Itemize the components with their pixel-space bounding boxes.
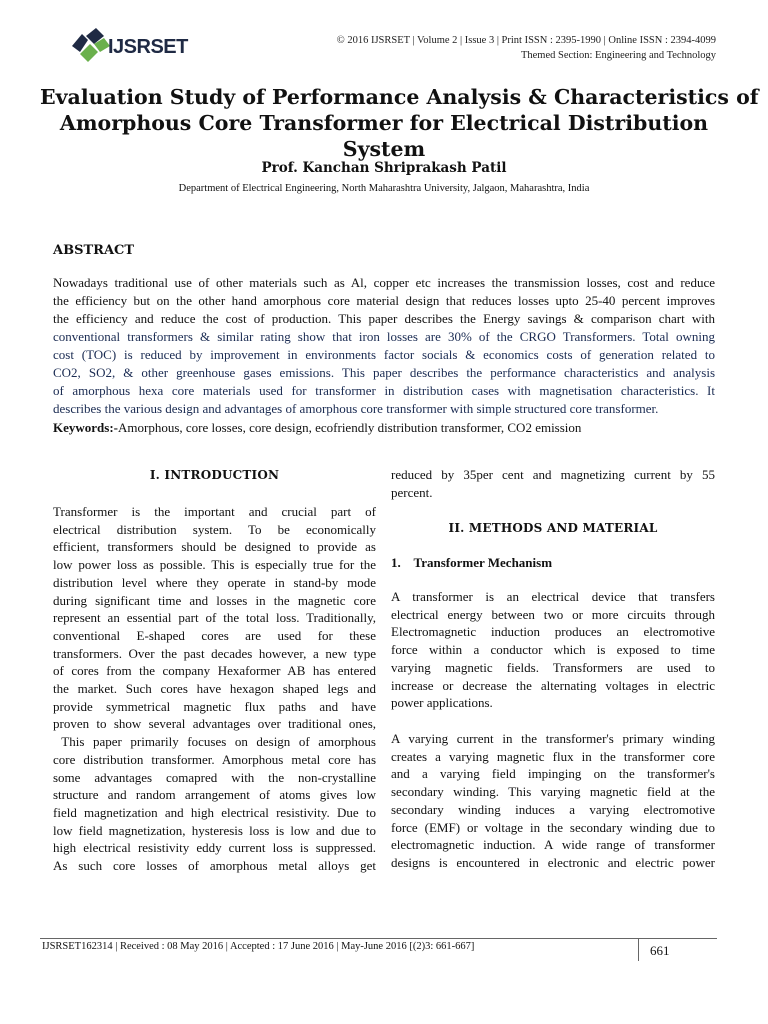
- text-line: force within a conductor which is exposed to time: [391, 642, 715, 658]
- logo-mark-icon: [68, 24, 112, 68]
- mechanism-paragraph-2: [391, 730, 715, 872]
- text-line: and a varying field impinging on the transformer's: [391, 766, 715, 782]
- text-line: reduced by 35per cent and magnetizing current by 55: [391, 467, 715, 482]
- text-line: electrical energy between two or more circuits through: [391, 606, 715, 622]
- title-line: Amorphous Core Transformer for Electrical Distribution: [59, 111, 709, 135]
- text-line: percent.: [391, 484, 433, 500]
- abstract-line: the efficiency and reduce the cost of production. This paper describes the Energy savings & comparison chart with: [53, 311, 715, 326]
- text-line: electromagnetic induction. A wide range of transformer: [391, 837, 715, 853]
- text-line: during significant time and losses in the magnetic core: [53, 592, 376, 608]
- text-line: field magnetization and high electrical resistivity. Due to: [53, 804, 376, 820]
- text-line: transformers. Over the past decades however, a new type: [53, 645, 376, 661]
- title-line: Evaluation Study of Performance Analysis & Characteristics of: [40, 85, 759, 109]
- journal-info: © 2016 IJSRSET | Volume 2 | Issue 3 | Print ISSN : 2395-1990 | Online ISSN : 2394-4099: [336, 35, 716, 46]
- author-name: Prof. Kanchan Shriprakash Patil: [261, 160, 507, 176]
- text-line: core distribution transformer. Amorphous metal core has: [53, 751, 376, 767]
- text-line: force (EMF) or voltage in the secondary winding due to: [391, 819, 715, 835]
- text-line: provide symmetrical magnetic flux paths and have: [53, 698, 376, 714]
- text-line: of cores from the company Hexaformer AB has entered: [53, 663, 376, 679]
- text-line: designs is encountered in electronic and electric power: [391, 854, 715, 870]
- text-line: some advantages comapred with the non-crystalline: [53, 769, 376, 785]
- abstract-body: [53, 274, 715, 437]
- text-line: efficient, transformers should be designed to provide as: [53, 539, 376, 555]
- text-line: structure and random arrangement of atoms gives low: [53, 787, 376, 803]
- themed-section: Themed Section: Engineering and Technology: [520, 50, 716, 61]
- page-number: 661: [650, 943, 670, 958]
- text-line: low field magnetization, hysteresis loss is low and due to: [53, 822, 376, 838]
- paper-title: [40, 84, 759, 162]
- text-line: A varying current in the transformer's primary winding: [391, 731, 715, 746]
- introduction-continued: [391, 466, 715, 501]
- text-line: creates a varying magnetic flux in the transformer core: [391, 748, 715, 764]
- text-line: secondary winding induces a varying electromotive: [391, 801, 715, 817]
- text-line: low power loss as possible. This is especially true for the: [53, 557, 376, 573]
- text-line: represent an essential part of the total loss. Traditionally,: [53, 610, 376, 626]
- author-affiliation: Department of Electrical Engineering, North Maharashtra University, Jalgaon, Maharashtra, India: [178, 183, 590, 194]
- mechanism-paragraph-1: [391, 588, 715, 712]
- keywords: [53, 419, 715, 437]
- keywords-label: Keywords:-: [53, 420, 118, 435]
- abstract-line: cost (TOC) is reduced by improvement in environments factor socials & economics costs of generation related to: [53, 347, 715, 362]
- text-line: As such core losses of amorphous metal alloys get: [53, 858, 376, 874]
- title-line: System: [342, 137, 426, 161]
- journal-logo: [68, 24, 190, 70]
- abstract-line: of amorphous hexa core materials used for transformer in distribution cases with magnetisation characteristics. It: [53, 383, 715, 398]
- footer-citation: IJSRSET162314 | Received : 08 May 2016 | Accepted : 17 June 2016 | May-June 2016 [(2)3: 661-667]: [42, 941, 475, 952]
- text-line: increase or decrease the alternating voltages in electric: [391, 677, 715, 693]
- introduction-body: [53, 503, 376, 875]
- text-line: This paper primarily focuses on design of amorphous: [53, 734, 376, 750]
- text-line: proven to show several advantages over traditional ones,: [53, 716, 376, 732]
- abstract-line: CO2, SO2, & other greenhouse gases emissions. This paper describes the performance characteristics and analysis: [53, 365, 715, 380]
- keywords-text: Amorphous, core losses, core design, ecofriendly distribution transformer, CO2 emission: [118, 420, 582, 435]
- text-line: distribution level where they operate in stand-by mode: [53, 574, 376, 590]
- text-line: electrical distribution system. To be economically: [53, 521, 376, 537]
- text-line: power applications.: [391, 695, 493, 711]
- abstract-line: describes the various design and advantages of amorphous core transformer with simple structured core transformer.: [53, 401, 659, 416]
- section-heading-methods: II. METHODS AND MATERIAL: [448, 521, 658, 535]
- text-line: secondary winding. This varying magnetic field at the: [391, 784, 715, 800]
- abstract-line: the efficiency but on the other hand amorphous core material design that reduces losses upto 25-40 percent improves: [53, 293, 715, 308]
- footer-divider: [40, 938, 638, 939]
- text-line: high electrical resistivity eddy current loss is suppressed.: [53, 840, 376, 856]
- text-line: Electromagnetic induction produces an electromotive: [391, 624, 715, 640]
- abstract-line: conventional transformers & similar rating show that iron losses are 30% of the CRGO Transformers. Total owning: [53, 329, 715, 344]
- text-line: the market. Such cores have hexagon shaped legs and: [53, 681, 376, 697]
- abstract-heading: ABSTRACT: [53, 243, 135, 258]
- section-heading-introduction: I. INTRODUCTION: [149, 468, 280, 482]
- abstract-line: Nowadays traditional use of other materials such as Al, copper etc increases the transmission losses, cost and reduce: [53, 275, 715, 290]
- text-line: A transformer is an electrical device that transfers: [391, 589, 715, 604]
- subsection-heading-transformer-mechanism: 1. Transformer Mechanism: [391, 555, 553, 570]
- text-line: conventional E-shaped cores are used for these: [53, 627, 376, 643]
- text-line: varying magnetic fields. Transformers are used to: [391, 659, 715, 675]
- text-line: Transformer is the important and crucial part of: [53, 504, 376, 519]
- logo-text: IJSRSET: [108, 36, 188, 58]
